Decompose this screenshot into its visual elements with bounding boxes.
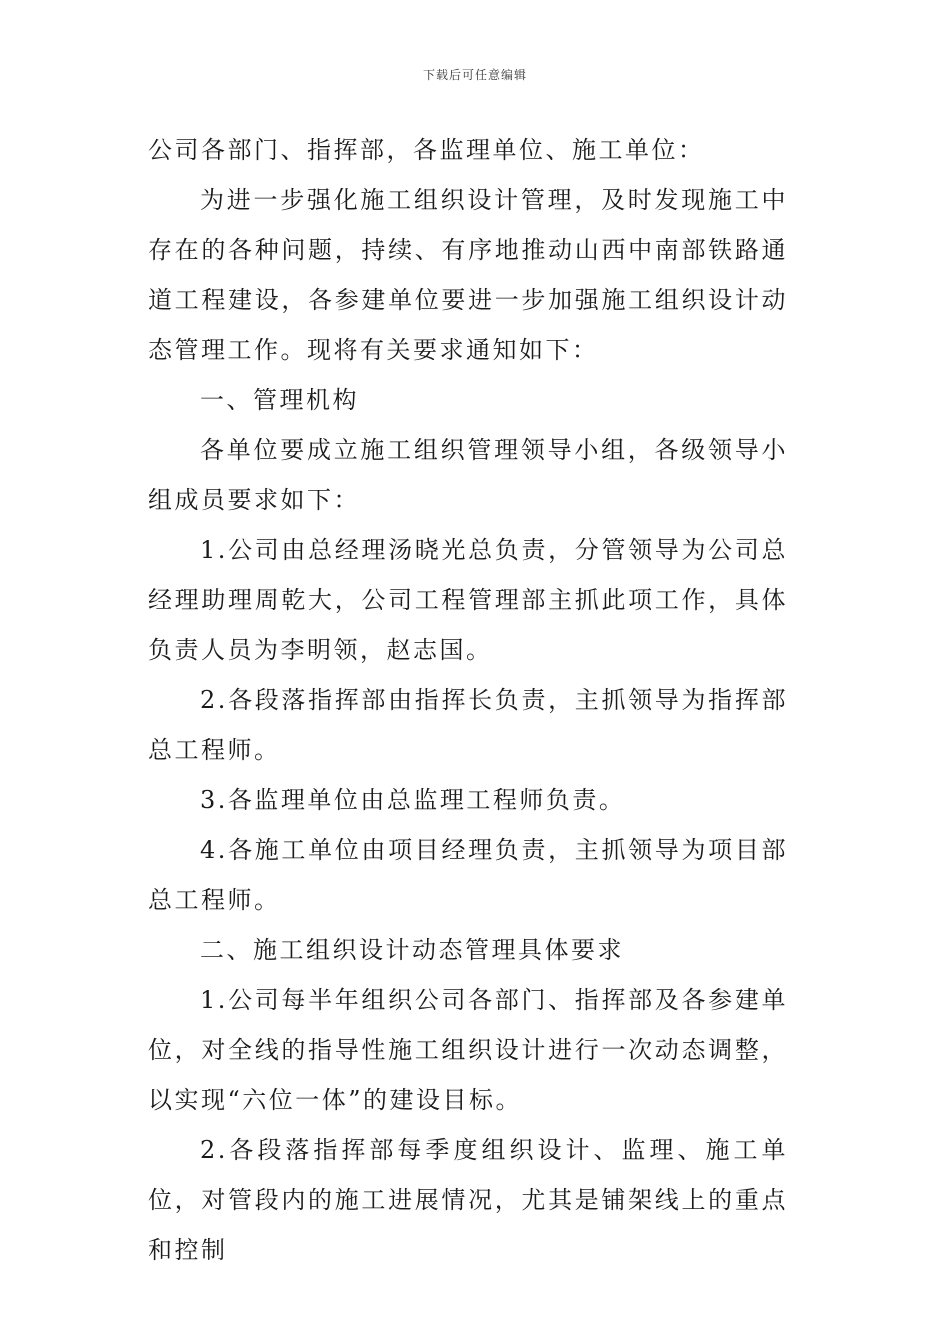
section-heading-requirements: 二、施工组织设计动态管理具体要求: [200, 936, 624, 964]
list-item-command-post: 2.各段落指挥部由指挥长负责，主抓领导为指挥部总工程师。: [148, 686, 788, 764]
paragraph-leadership-group: 各单位要成立施工组织管理领导小组，各级领导小组成员要求如下：: [148, 436, 788, 514]
list-item-quarterly-review: 2.各段落指挥部每季度组织设计、监理、施工单位，对管段内的施工进展情况，尤其是铺架线上的重点和控制: [148, 1136, 788, 1264]
paragraph-intro: 为进一步强化施工组织设计管理，及时发现施工中存在的各种问题，持续、有序地推动山西中南部铁路通道工程建设，各参建单位要进一步加强施工组织设计动态管理工作。现将有关要求通知如下：: [148, 186, 788, 364]
list-item-company: 1.公司由总经理汤晓光总负责，分管领导为公司总经理助理周乾大，公司工程管理部主抓此项工作，具体负责人员为李明领，赵志国。: [148, 536, 788, 664]
list-item-supervision: 3.各监理单位由总监理工程师负责。: [200, 786, 626, 814]
page-header-note: 下载后可任意编辑: [422, 68, 527, 82]
salutation: 公司各部门、指挥部，各监理单位、施工单位：: [148, 136, 705, 164]
list-item-half-year-adjustment: 1.公司每半年组织公司各部门、指挥部及各参建单位，对全线的指导性施工组织设计进行一次动态调整，以实现“六位一体”的建设目标。: [148, 986, 788, 1114]
list-item-construction: 4.各施工单位由项目经理负责，主抓领导为项目部总工程师。: [148, 836, 788, 914]
section-heading-management-org: 一、管理机构: [200, 386, 359, 414]
document-body: [148, 125, 788, 1275]
